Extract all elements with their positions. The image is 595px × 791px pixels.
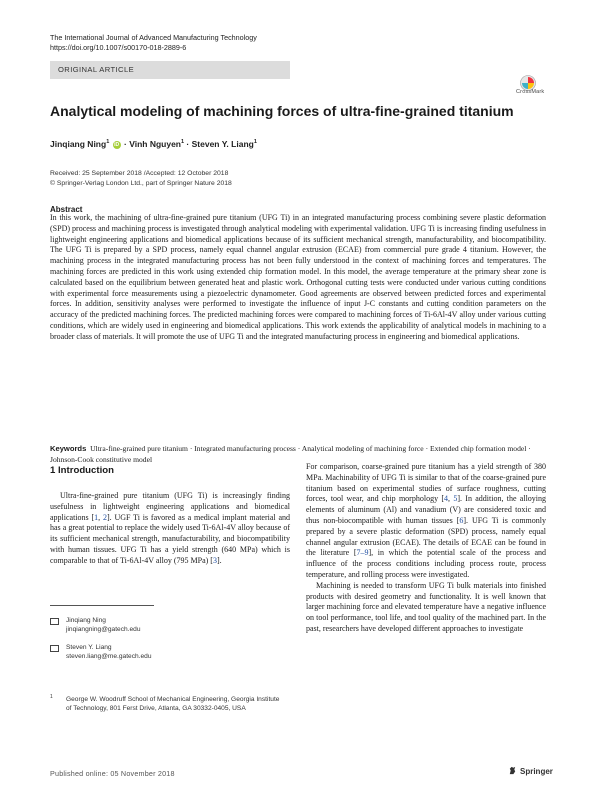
springer-horse-icon [508, 766, 517, 775]
received-accepted-dates: Received: 25 September 2018 /Accepted: 12 October 2018 [50, 170, 229, 177]
envelope-icon [50, 645, 59, 652]
author-name[interactable]: Vinh Nguyen [129, 139, 181, 149]
journal-name: The International Journal of Advanced Manufacturing Technology [50, 33, 257, 42]
abstract-heading: Abstract [50, 205, 83, 214]
article-type-label: ORIGINAL ARTICLE [58, 65, 135, 74]
citation-link[interactable]: 5 [453, 494, 458, 504]
envelope-icon [50, 618, 59, 625]
doi-link[interactable]: https://doi.org/10.1007/s00170-018-2889-6 [50, 43, 187, 52]
citation-link[interactable]: 6 [459, 515, 464, 525]
crossmark-badge[interactable] [508, 75, 552, 97]
article-type-banner [50, 61, 290, 79]
affiliation-text: George W. Woodruff School of Mechanical Engineering, Georgia Institute of Technology, 801 Ferst Drive, Atlanta, GA 30332-0405, USA [66, 696, 280, 713]
author-list [50, 139, 257, 149]
contact-email[interactable]: steven.liang@me.gatech.edu [66, 653, 152, 661]
orcid-icon[interactable]: iD [114, 141, 120, 148]
author-separator: · [184, 139, 192, 149]
keywords-text: Ultra-fine-grained pure titanium · Integrated manufacturing process · Analytical modeling of machining force · Extended chip formation model · Johnson-Cook constitutive model [50, 444, 531, 464]
copyright-notice: © Springer-Verlag London Ltd., part of Springer Nature 2018 [50, 179, 232, 187]
contact-email[interactable]: jinqiangning@gatech.edu [66, 626, 141, 634]
crossmark-label: CrossMark [516, 89, 545, 95]
text-run: ]. [216, 555, 222, 565]
citation-link[interactable]: 2 [102, 512, 107, 522]
footnote-rule [50, 605, 154, 606]
citation-link[interactable]: 1 [94, 512, 99, 522]
contact-name: Steven Y. Liang [66, 644, 112, 651]
text-run: , [448, 494, 454, 504]
intro-paragraph [306, 462, 546, 581]
abstract-text: In this work, the machining of ultra-fine-grained pure titanium (UFG Ti) in an integrated manufacturing process combining severe plastic deformation (SPD) process and machining process is investigated through analytical modeling with experimental validation. UFG Ti is increasing finding usefulness in lightweight engineering applications and biomedical applications because of its sufficient mechanical strength, manufacturability, and biocompatibility. The UFG Ti is prepared by a SPD process, namely equal channel angular extrusion (ECAE) from commercial pure grade 4 titanium. However, the machining process in the integrated manufacturing process has not been fully understood in the context of machining forces and temperatures. The machining forces are predicted in this work using extended chip formation model. In this model, the average temperature at the primary shear zone is calculated based on the equilibrium between generated heat and plastic work. Orthogonal cutting tests were conducted under various cutting conditions with experimental force measurements using a piezoelectric dynamometer. Good agreements are observed between predicted forces and experimental forces. In addition, sensitivity analyses were performed to investigate the influence of input J-C constants and cutting condition parameters on the accuracy of the predicted machining forces. The predicted machining forces were compared to machining forces of Ti-6Al-4V alloy under various cutting conditions, which are widely used in engineering and biomedical applications. This work extends the applicability of analytical models in machining to a broader class of materials. It will promote the use of UFG Ti and the integrated manufacturing process in engineering and biomedical applications. [50, 213, 546, 341]
text-run: ]. In addition, the alloying elements of aluminum (Al) and vanadium (V) are considered toxic and thus non-biocompatible with human tissues [ [306, 494, 547, 525]
section-heading-introduction: 1 Introduction [50, 465, 114, 476]
body-column-left [50, 491, 290, 567]
text-run: , [98, 512, 103, 522]
text-run: ]. UGF Ti is favored as a medical implant material and has a great potential to replace the widely used Ti-6Al-4V alloy because of its sufficient mechanical strength, manufacturability, and biocompatibility with human tissues. UFG Ti has a yield strength (640 MPa) which is comparable to that of Ti-6Al-4V alloy (795 MPa) [ [50, 512, 290, 565]
publisher-logo [508, 766, 553, 776]
article-dates [50, 169, 232, 188]
published-online-date: Published online: 05 November 2018 [50, 769, 175, 778]
author-name[interactable]: Steven Y. Liang [191, 139, 254, 149]
text-run: ], in which the potential scale of the process and influence of the process conditions including process route, process temperature, and rolling process were investigated. [306, 548, 547, 579]
author-separator: · [121, 139, 130, 149]
author-affiliation-mark: 1 [253, 139, 257, 146]
intro-paragraph [50, 491, 290, 567]
affiliation-number: 1 [50, 694, 53, 700]
text-run: ]. UFG Ti is commonly prepared by a severe plastic deformation (SPD) process, namely equal channel angular extrusion (ECAE). The details of ECAE can be found in the literature [ [306, 515, 546, 558]
text-run: Ultra-fine-grained pure titanium (UFG Ti) is increasingly finding usefulness in lightweight engineering applications and biomedical applications [ [50, 491, 290, 522]
citation-link[interactable]: 4 [444, 494, 449, 504]
author-name[interactable]: Jinqiang Ning [50, 139, 107, 149]
author-affiliation-mark: 1 [106, 139, 110, 146]
author-affiliation-mark: 1 [181, 139, 185, 146]
body-column-right [306, 462, 546, 635]
citation-link[interactable]: 7–9 [356, 548, 369, 558]
publisher-name: Springer [520, 767, 553, 776]
text-run: For comparison, coarse-grained pure titanium has a yield strength of 380 MPa. Machinability of UFG Ti is similar to that of the coarse-grained pure titanium based on experimental studies of surface roughness, cutting forces, tool wear, and chip morphology [ [306, 462, 546, 504]
contact-name: Jinqiang Ning [66, 617, 106, 624]
journal-header [50, 33, 257, 53]
citation-link[interactable]: 3 [212, 555, 217, 565]
intro-paragraph: Machining is needed to transform UFG Ti bulk materials into finished products with desired geometry and functionality. It is well known that larger machining force and elevated temperature have a negative influence on tool performance, tool life, and tool quality of the machined part. In the past, researchers have developed different approaches to investigate [306, 580, 546, 633]
article-title: Analytical modeling of machining forces of ultra-fine-grained titanium [50, 103, 514, 119]
keywords-label: Keywords [50, 444, 87, 453]
